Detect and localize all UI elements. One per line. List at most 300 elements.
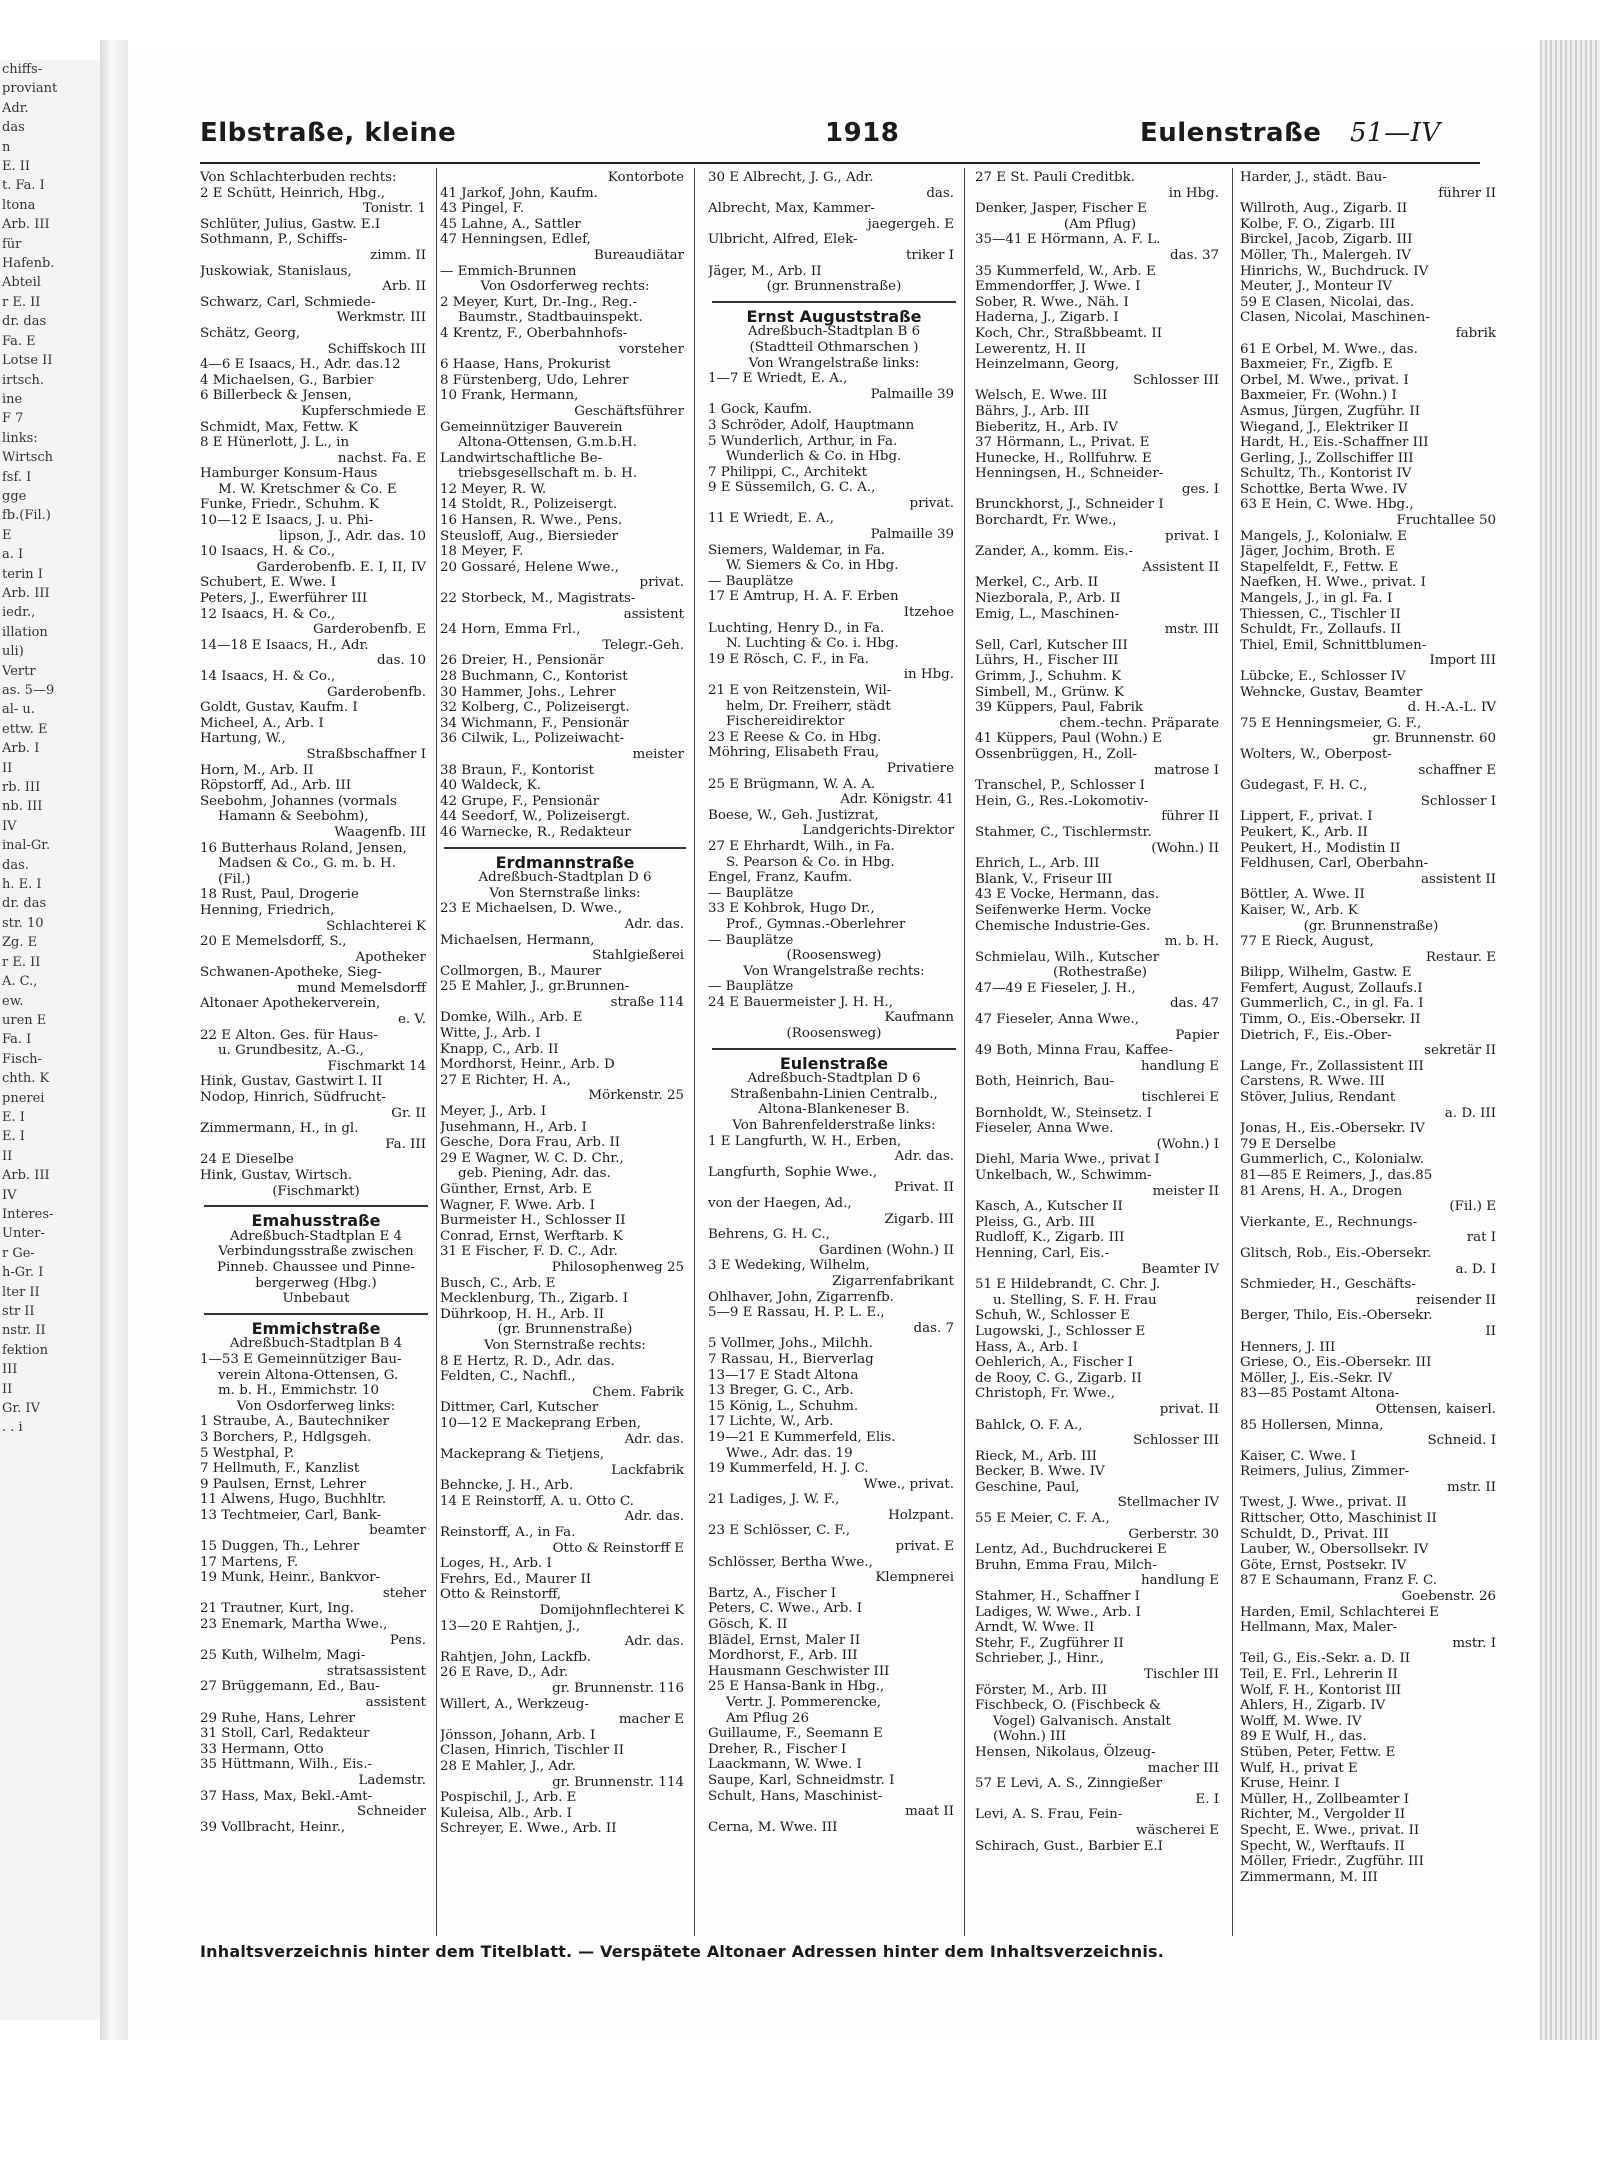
directory-entry-line: Horn, M., Arb. II bbox=[200, 762, 314, 778]
directory-entry-line: Otto & Reinstorff E bbox=[552, 1540, 684, 1556]
directory-entry-line: Fischbeck, O. (Fischbeck & bbox=[975, 1698, 1161, 1714]
facing-page-text: irtsch. bbox=[2, 372, 45, 388]
directory-entry-line: Zimmermann, M. III bbox=[1240, 1869, 1378, 1885]
directory-entry-line: Adreßbuch-Stadtplan E 4 bbox=[229, 1228, 403, 1244]
facing-page-text: Arb. III bbox=[2, 585, 50, 601]
directory-entry-line: Harden, Emil, Schlachterei E bbox=[1240, 1604, 1439, 1620]
directory-entry-line: 19—21 E Kummerfeld, Elis. bbox=[708, 1429, 896, 1445]
facing-page-text: fb.(Fil.) bbox=[2, 508, 51, 524]
directory-entry-line: 23 E Michaelsen, D. Wwe., bbox=[440, 901, 623, 917]
directory-entry-line: beamter bbox=[369, 1523, 426, 1539]
directory-entry-line: Wwe., Adr. das. 19 bbox=[726, 1445, 853, 1461]
directory-entry-line: 75 E Henningsmeier, G. F., bbox=[1240, 715, 1422, 731]
facing-page-text: terin I bbox=[2, 566, 43, 582]
facing-page-text: ine bbox=[2, 391, 23, 407]
directory-entry-line: 63 E Hein, C. Wwe. Hbg., bbox=[1240, 497, 1414, 513]
directory-entry-line: Assistent II bbox=[1142, 559, 1219, 575]
directory-entry-line: Birckel, Jacob, Zigarb. III bbox=[1240, 232, 1413, 248]
directory-entry-line: Schuldt, Fr., Zollaufs. II bbox=[1240, 622, 1402, 638]
directory-entry-line: Saupe, Karl, Schneidmstr. I bbox=[708, 1772, 895, 1788]
directory-entry-line: 17 E Amtrup, H. A. F. Erben bbox=[708, 589, 899, 605]
running-header bbox=[200, 118, 1480, 158]
directory-entry-line: Domijohnflechterei K bbox=[539, 1603, 684, 1619]
directory-entry-line: Kolbe, F. O., Zigarb. III bbox=[1240, 216, 1396, 232]
directory-entry-line: helm, Dr. Freiherr, städt bbox=[726, 698, 891, 714]
directory-entry-line: 2 E Schütt, Heinrich, Hbg., bbox=[200, 185, 386, 201]
directory-entry-line: Wiegand, J., Elektriker II bbox=[1240, 419, 1409, 435]
facing-page-text: Zg. E bbox=[2, 935, 38, 951]
directory-entry-line: Specht, W., Werftaufs. II bbox=[1240, 1838, 1405, 1854]
directory-entry-line: Koch, Chr., Straßbbeamt. II bbox=[975, 325, 1163, 341]
directory-entry-line: führer II bbox=[1438, 185, 1496, 201]
directory-entry-line: das. 7 bbox=[913, 1320, 954, 1336]
facing-page-text: II bbox=[2, 1381, 13, 1397]
directory-entry-line: Behrens, G. H. C., bbox=[708, 1227, 830, 1243]
directory-entry-line: 33 Hermann, Otto bbox=[200, 1741, 324, 1757]
directory-entry-line: 26 E Rave, D., Adr. bbox=[440, 1665, 569, 1681]
directory-entry-line: S. Pearson & Co. in Hbg. bbox=[726, 854, 895, 870]
directory-entry-line: Vierkante, E., Rechnungs- bbox=[1240, 1214, 1418, 1230]
directory-entry-line: — Bauplätze bbox=[708, 573, 794, 589]
directory-entry-line: Restaur. E bbox=[1425, 949, 1496, 965]
directory-entry-line: 43 Pingel, F. bbox=[440, 201, 524, 217]
facing-page-text: Gr. IV bbox=[2, 1401, 40, 1417]
facing-page-text: III bbox=[2, 1362, 18, 1378]
directory-entry-line: Adreßbuch-Stadtplan B 6 bbox=[747, 324, 921, 340]
directory-entry-line: Clasen, Nicolai, Maschinen- bbox=[1240, 310, 1430, 326]
directory-entry-line: Landwirtschaftliche Be- bbox=[440, 450, 603, 466]
directory-entry-line: Telegr.-Geh. bbox=[602, 637, 684, 653]
directory-entry-line: Ahlers, H., Zigarb. IV bbox=[1240, 1698, 1386, 1714]
directory-entry-line: Schlosser I bbox=[1420, 793, 1496, 809]
directory-entry-line: 16 Hansen, R. Wwe., Pens. bbox=[440, 513, 623, 529]
facing-page-text: rb. III bbox=[2, 780, 41, 796]
directory-entry-line: 10 Isaacs, H. & Co., bbox=[200, 544, 336, 560]
directory-entry-line: 13—17 E Stadt Altona bbox=[708, 1367, 859, 1383]
directory-entry-line: Schneider bbox=[356, 1804, 426, 1820]
directory-entry-line: 14 E Reinstorff, A. u. Otto C. bbox=[440, 1493, 634, 1509]
directory-entry-line: 15 Duggen, Th., Lehrer bbox=[200, 1539, 360, 1555]
directory-entry-line: reisender II bbox=[1416, 1292, 1496, 1308]
directory-entry-line: Kupferschmiede E bbox=[301, 403, 426, 419]
directory-entry-line: Günther, Ernst, Arb. E bbox=[440, 1182, 592, 1197]
facing-page-text: h. E. I bbox=[2, 877, 42, 893]
directory-entry-line: 9 Paulsen, Ernst, Lehrer bbox=[200, 1476, 366, 1492]
directory-entry-line: Laackmann, W. Wwe. I bbox=[708, 1757, 862, 1773]
directory-entry-line: Dührkoop, H. H., Arb. II bbox=[440, 1306, 605, 1322]
directory-entry-line: 31 E Fischer, F. D. C., Adr. bbox=[440, 1244, 618, 1260]
directory-entry-line: Garderobenfb. E. I, II, IV bbox=[256, 559, 426, 575]
directory-entry-line: 32 Kolberg, C., Polizeisergt. bbox=[440, 700, 630, 716]
directory-entry-line: 24 E Bauermeister J. H. H., bbox=[708, 994, 894, 1010]
directory-entry-line: Borchardt, Fr. Wwe., bbox=[975, 513, 1117, 529]
directory-entry-line: 11 E Wriedt, E. A., bbox=[708, 511, 835, 527]
directory-entry-line: Knapp, C., Arb. II bbox=[440, 1041, 559, 1057]
directory-entry-line: Peters, J., Ewerführer III bbox=[200, 591, 368, 607]
directory-entry-line: 3 Borchers, P., Hdlgsgeh. bbox=[200, 1429, 372, 1445]
directory-entry-line: Wagner, F. Wwe. Arb. I bbox=[440, 1197, 595, 1213]
directory-entry-line: Adr. das. bbox=[624, 916, 684, 932]
page-number: 51—IV bbox=[1350, 118, 1441, 148]
facing-page-text: Arb. I bbox=[2, 741, 40, 757]
directory-entry-line: 14—18 E Isaacs, H., Adr. bbox=[200, 637, 369, 653]
directory-entry-line: assistent bbox=[365, 1695, 426, 1710]
directory-entry-line: in Hbg. bbox=[1168, 185, 1219, 201]
directory-column-5 bbox=[1240, 170, 1502, 1930]
directory-entry-line: Gummerlich, C., Kolonialw. bbox=[1240, 1152, 1425, 1168]
facing-page-text: Unter- bbox=[2, 1226, 45, 1242]
directory-entry-line: Schultz, Th., Kontorist IV bbox=[1240, 466, 1412, 482]
directory-entry-line: das. 37 bbox=[1170, 247, 1219, 263]
directory-entry-line: Mordhorst, Heinr., Arb. D bbox=[440, 1057, 615, 1073]
directory-entry-line: Ehrich, L., Arb. III bbox=[975, 856, 1100, 872]
directory-entry-line: (Wohn.) I bbox=[1156, 1136, 1219, 1152]
directory-entry-line: 79 E Derselbe bbox=[1240, 1136, 1336, 1152]
directory-entry-line: Carstens, R. Wwe. III bbox=[1240, 1074, 1385, 1090]
directory-entry-line: 22 Storbeck, M., Magistrats- bbox=[440, 591, 636, 607]
directory-entry-line: Sober, R. Wwe., Näh. I bbox=[975, 294, 1129, 310]
directory-entry-line: 19 Kummerfeld, H. J. C. bbox=[708, 1461, 869, 1477]
facing-page-text: Wirtsch bbox=[2, 450, 54, 466]
directory-entry-line: 26 Dreier, H., Pensionär bbox=[440, 653, 604, 669]
directory-entry-line: triebsgesellschaft m. b. H. bbox=[458, 466, 638, 482]
directory-entry-line: 1 Gock, Kaufm. bbox=[708, 402, 813, 418]
directory-entry-line: Bruhn, Emma Frau, Milch- bbox=[975, 1557, 1157, 1573]
directory-entry-line: Peukert, H., Modistin II bbox=[1240, 840, 1401, 856]
directory-entry-line: Lührs, H., Fischer III bbox=[975, 653, 1119, 669]
directory-entry-line: Schlosser III bbox=[1133, 372, 1219, 388]
directory-entry-line: Stahlgießerei bbox=[592, 948, 684, 964]
directory-entry-line: Henning, Carl, Eis.- bbox=[975, 1245, 1109, 1261]
directory-entry-line: Apotheker bbox=[355, 949, 426, 965]
directory-entry-line: 16 Butterhaus Roland, Jensen, bbox=[200, 840, 407, 856]
directory-entry-line: Von Osdorferweg rechts: bbox=[480, 279, 650, 295]
directory-entry-line: Ossenbrüggen, H., Zoll- bbox=[975, 746, 1137, 762]
directory-entry-line: 39 Vollbracht, Heinr., bbox=[200, 1819, 346, 1835]
directory-entry-line: rat I bbox=[1466, 1230, 1496, 1246]
directory-entry-line: Richter, M., Vergolder II bbox=[1240, 1807, 1406, 1823]
directory-entry-line: 1—53 E Gemeinnütziger Bau- bbox=[200, 1351, 402, 1367]
directory-entry-line: Pens. bbox=[389, 1632, 426, 1648]
facing-page-text: Fisch- bbox=[2, 1051, 42, 1067]
directory-entry-line: Von Wrangelstraße rechts: bbox=[743, 963, 925, 979]
section-rule bbox=[712, 301, 956, 303]
column-divider bbox=[964, 168, 965, 1936]
directory-entry-line: Schmidt, Max, Fettw. K bbox=[200, 419, 359, 435]
directory-entry-line: tischlerei E bbox=[1141, 1090, 1219, 1106]
directory-entry-line: Import III bbox=[1429, 653, 1496, 669]
directory-entry-line: Lübcke, E., Schlosser IV bbox=[1240, 669, 1406, 684]
directory-entry-line: Rieck, M., Arb. III bbox=[975, 1448, 1097, 1464]
directory-entry-line: Stapelfeldt, F., Fettw. E bbox=[1240, 559, 1399, 575]
directory-entry-line: Wunderlich & Co. in Hbg. bbox=[726, 449, 902, 465]
directory-entry-line: zimm. II bbox=[370, 247, 426, 263]
directory-entry-line: Lugowski, J., Schlosser E bbox=[975, 1323, 1146, 1339]
facing-page-text: Arb. III bbox=[2, 1168, 50, 1184]
header-year: 1918 bbox=[825, 118, 900, 148]
directory-column-1 bbox=[200, 170, 432, 1930]
facing-page-text: al- u. bbox=[2, 702, 35, 718]
directory-entry-line: Haderna, J., Zigarb. I bbox=[975, 310, 1119, 326]
directory-entry-line: Kuleisa, Alb., Arb. I bbox=[440, 1805, 572, 1821]
directory-entry-line: Mangels, J., in gl. Fa. I bbox=[1240, 591, 1393, 607]
directory-entry-line: Dittmer, Carl, Kutscher bbox=[440, 1400, 599, 1416]
directory-entry-line: 23 E Schlösser, C. F., bbox=[708, 1523, 851, 1539]
directory-entry-line: Adr. das. bbox=[624, 1509, 684, 1525]
directory-entry-line: Bartz, A., Fischer I bbox=[708, 1585, 837, 1601]
directory-entry-line: 4 Krentz, F., Oberbahnhofs- bbox=[440, 325, 628, 341]
directory-entry-line: 13 Techtmeier, Carl, Bank- bbox=[200, 1507, 382, 1523]
directory-entry-line: Fischereidirektor bbox=[726, 714, 845, 730]
directory-entry-line: 9 E Süssemilch, G. C. A., bbox=[708, 480, 876, 496]
directory-entry-line: Röpstorff, Ad., Arb. III bbox=[200, 778, 352, 794]
directory-entry-line: 85 Hollersen, Minna, bbox=[1240, 1417, 1384, 1433]
directory-entry-line: Altonaer Apothekerverein, bbox=[200, 996, 381, 1012]
facing-page-text: E. I bbox=[2, 1129, 25, 1145]
directory-entry-line: Gemeinnütziger Bauverein bbox=[440, 419, 623, 435]
section-rule bbox=[204, 1313, 428, 1315]
directory-entry-line: Juskowiak, Stanislaus, bbox=[200, 263, 352, 279]
directory-entry-line: a. D. III bbox=[1444, 1105, 1496, 1121]
directory-entry-line: mstr. I bbox=[1452, 1635, 1496, 1651]
directory-entry-line: mstr. II bbox=[1447, 1479, 1496, 1495]
directory-entry-line: 30 E Albrecht, J. G., Adr. bbox=[708, 170, 874, 185]
facing-page-text: Abteil bbox=[2, 275, 41, 291]
directory-entry-line: Wolters, W., Oberpost- bbox=[1240, 746, 1392, 762]
directory-entry-line: 39 Küppers, Paul, Fabrik bbox=[975, 700, 1144, 716]
directory-entry-line: 45 Lahne, A., Sattler bbox=[440, 216, 581, 232]
directory-entry-line: Pinneb. Chaussee und Pinne- bbox=[217, 1259, 415, 1275]
directory-entry-line: 25 E Brügmann, W. A. A. bbox=[708, 776, 876, 792]
directory-entry-line: Von Bahrenfelderstraße links: bbox=[732, 1118, 936, 1134]
facing-page-text: Arb. III bbox=[2, 217, 50, 233]
directory-entry-line: 21 Ladiges, J. W. F., bbox=[708, 1492, 840, 1508]
directory-entry-line: M. W. Kretschmer & Co. E bbox=[218, 481, 397, 497]
header-right-street: Eulenstraße bbox=[1140, 118, 1322, 148]
directory-entry-line: Geschine, Paul, bbox=[975, 1479, 1080, 1495]
directory-entry-line: 22 E Alton. Ges. für Haus- bbox=[200, 1027, 378, 1043]
directory-entry-line: steher bbox=[382, 1585, 426, 1601]
directory-entry-line: Stellmacher IV bbox=[1117, 1495, 1219, 1511]
directory-entry-line: Adr. Königstr. 41 bbox=[840, 792, 954, 808]
directory-entry-line: Boese, W., Geh. Justizrat, bbox=[708, 807, 879, 823]
directory-entry-line: Landgerichts-Direktor bbox=[802, 823, 954, 839]
facing-page-text: lter II bbox=[2, 1284, 40, 1300]
directory-entry-line: Fieseler, Anna Wwe. bbox=[975, 1121, 1114, 1137]
directory-entry-line: 21 E von Reitzenstein, Wil- bbox=[708, 683, 892, 698]
directory-entry-line: Berger, Thilo, Eis.-Obersekr. bbox=[1240, 1308, 1433, 1324]
directory-entry-line: Gudegast, F. H. C., bbox=[1240, 778, 1368, 794]
facing-page-text: E bbox=[2, 527, 12, 543]
directory-entry-line: das. 47 bbox=[1170, 996, 1219, 1012]
facing-page-text: Fa. E bbox=[2, 333, 36, 349]
directory-entry-line: Heinzelmann, Georg, bbox=[975, 357, 1120, 373]
directory-entry-line: Zigarb. III bbox=[884, 1211, 954, 1227]
directory-entry-line: Ohlhaver, John, Zigarrenfb. bbox=[708, 1289, 894, 1305]
directory-entry-line: triker I bbox=[905, 247, 954, 263]
directory-entry-line: Burmeister H., Schlosser II bbox=[440, 1213, 626, 1229]
directory-entry-line: Asmus, Jürgen, Zugführ. II bbox=[1240, 403, 1421, 419]
directory-entry-line: privat. II bbox=[1159, 1401, 1219, 1417]
facing-page-text: II bbox=[2, 1148, 13, 1164]
facing-page-text: proviant bbox=[2, 81, 58, 97]
directory-entry-line: Stehr, F., Zugführer II bbox=[975, 1635, 1124, 1651]
directory-entry-line: Nodop, Hinrich, Südfrucht- bbox=[200, 1090, 386, 1106]
directory-entry-line: Jäger, Jochim, Broth. E bbox=[1240, 544, 1395, 560]
directory-entry-line: ges. I bbox=[1181, 481, 1219, 497]
directory-entry-line: Conrad, Ernst, Werftarb. K bbox=[440, 1228, 623, 1244]
directory-entry-line: e. V. bbox=[397, 1012, 426, 1028]
directory-entry-line: Willroth, Aug., Zigarb. II bbox=[1240, 201, 1408, 217]
directory-entry-line: Bornholdt, W., Steinsetz. I bbox=[975, 1105, 1152, 1121]
directory-entry-line: 57 E Levi, A. S., Zinngießer bbox=[975, 1776, 1163, 1792]
directory-entry-line: Papier bbox=[1175, 1027, 1219, 1043]
facing-page-text: Adr. bbox=[2, 100, 29, 116]
directory-entry-line: Henning, Friedrich, bbox=[200, 902, 335, 918]
directory-entry-line: Lentz, Ad., Buchdruckerei E bbox=[975, 1542, 1167, 1558]
facing-page-text: str. 10 bbox=[2, 915, 44, 931]
directory-entry-line: 59 E Clasen, Nicolai, das. bbox=[1240, 294, 1415, 310]
directory-entry-line: Jusehmann, H., Arb. I bbox=[440, 1119, 587, 1135]
directory-entry-line: Meuter, J., Monteur IV bbox=[1240, 279, 1393, 295]
directory-entry-line: Thiessen, C., Tischler II bbox=[1240, 606, 1401, 622]
page-edges bbox=[1540, 40, 1600, 2040]
directory-entry-line: stratsassistent bbox=[326, 1663, 426, 1679]
directory-entry-line: 7 Rassau, H., Bierverlag bbox=[708, 1351, 874, 1367]
directory-entry-line: privat. E bbox=[895, 1539, 954, 1555]
directory-entry-line: handlung E bbox=[1141, 1573, 1219, 1589]
facing-page-text: t. Fa. I bbox=[2, 178, 45, 194]
directory-entry-line: das. bbox=[926, 185, 954, 201]
facing-page-text: das. bbox=[2, 857, 29, 873]
directory-entry-line: Gr. II bbox=[391, 1105, 426, 1121]
directory-entry-line: Lippert, F., privat. I bbox=[1240, 809, 1373, 825]
section-rule bbox=[444, 847, 686, 849]
facing-page-text: E. I bbox=[2, 1109, 25, 1125]
header-left-street: Elbstraße, kleine bbox=[200, 118, 457, 148]
directory-entry-line: Dietrich, F., Eis.-Ober- bbox=[1240, 1027, 1392, 1043]
facing-page-text: r E. II bbox=[2, 294, 41, 310]
directory-entry-line: Domke, Wilh., Arb. E bbox=[440, 1010, 583, 1026]
directory-entry-line: 27 E Richter, H. A., bbox=[440, 1072, 571, 1088]
directory-entry-line: 13—20 E Rahtjen, J., bbox=[440, 1618, 581, 1634]
directory-entry-line: Klempnerei bbox=[875, 1570, 954, 1586]
directory-entry-line: Schwanen-Apotheke, Sieg- bbox=[200, 965, 382, 981]
directory-entry-line: Timm, O., Eis.-Obersekr. II bbox=[1240, 1012, 1421, 1028]
directory-entry-line: Jonas, H., Eis.-Obersekr. IV bbox=[1240, 1121, 1425, 1137]
directory-entry-line: Schmielau, Wilh., Kutscher bbox=[975, 949, 1160, 965]
directory-entry-line: Ottensen, kaiserl. bbox=[1375, 1401, 1496, 1417]
directory-entry-line: schaffner E bbox=[1418, 762, 1496, 778]
directory-entry-line: Schwarz, Carl, Schmiede- bbox=[200, 294, 376, 310]
directory-entry-line: Transchel, P., Schlosser I bbox=[975, 778, 1145, 794]
facing-page-text: fsf. I bbox=[2, 469, 32, 485]
directory-entry-line: macher E bbox=[618, 1712, 684, 1728]
directory-entry-line: Baxmeier, Fr. (Wohn.) I bbox=[1240, 388, 1397, 404]
directory-entry-line: mund Memelsdorff bbox=[297, 980, 426, 996]
directory-entry-line: Michaelsen, Hermann, bbox=[440, 932, 595, 948]
facing-page-text: r Ge- bbox=[2, 1245, 35, 1261]
directory-entry-line: II bbox=[1485, 1323, 1496, 1339]
directory-entry-line: Hamann & Seebohm), bbox=[218, 809, 369, 825]
directory-entry-line: Arndt, W. Wwe. II bbox=[975, 1620, 1095, 1636]
directory-entry-line: 23 E Reese & Co. in Hbg. bbox=[708, 729, 882, 745]
directory-entry-line: privat. bbox=[639, 575, 684, 591]
directory-entry-line: Goldt, Gustav, Kaufm. I bbox=[200, 700, 358, 716]
directory-entry-line: Gesche, Dora Frau, Arb. II bbox=[440, 1135, 621, 1151]
directory-entry-line: Rittscher, Otto, Maschinist II bbox=[1240, 1511, 1437, 1527]
directory-entry-line: Möller, Th., Malergeh. IV bbox=[1240, 247, 1411, 263]
directory-entry-line: 1 E Langfurth, W. H., Erben, bbox=[708, 1133, 902, 1149]
directory-entry-line: 37 Hörmann, L., Privat. E bbox=[975, 435, 1150, 451]
facing-page-text: ettw. E bbox=[2, 721, 48, 737]
directory-entry-line: das. 10 bbox=[377, 653, 426, 669]
directory-entry-line: (Stadtteil Othmarschen ) bbox=[749, 339, 919, 355]
directory-entry-line: Specht, E. Wwe., privat. II bbox=[1240, 1822, 1420, 1838]
directory-entry-line: 83—85 Postamt Altona- bbox=[1240, 1386, 1400, 1402]
directory-entry-line: Gardinen (Wohn.) II bbox=[818, 1242, 954, 1258]
facing-page-text: str II bbox=[2, 1304, 35, 1319]
directory-entry-line: Förster, M., Arb. III bbox=[975, 1682, 1108, 1698]
facing-page-text: ew. bbox=[2, 993, 24, 1009]
directory-entry-line: Fischmarkt 14 bbox=[327, 1058, 426, 1074]
directory-entry-line: 18 Rust, Paul, Drogerie bbox=[200, 887, 359, 903]
directory-entry-line: d. H.-A.-L. IV bbox=[1407, 700, 1496, 716]
directory-entry-line: 25 Kuth, Wilhelm, Magi- bbox=[200, 1648, 366, 1664]
directory-entry-line: Fa. III bbox=[385, 1136, 426, 1152]
directory-entry-line: Fruchtallee 50 bbox=[1396, 513, 1496, 529]
directory-entry-line: E. I bbox=[1195, 1791, 1219, 1807]
directory-entry-line: 5—9 E Rassau, H. P. L. E., bbox=[708, 1305, 885, 1321]
directory-entry-line: Siemers, Waldemar, in Fa. bbox=[708, 542, 886, 558]
directory-entry-line: 47 Fieseler, Anna Wwe., bbox=[975, 1012, 1140, 1028]
directory-entry-line: Witte, J., Arb. I bbox=[440, 1026, 541, 1042]
directory-entry-line: maat II bbox=[905, 1804, 954, 1820]
directory-entry-line: 24 Horn, Emma Frl., bbox=[440, 622, 581, 638]
directory-entry-line: Schlosser III bbox=[1133, 1433, 1219, 1449]
directory-entry-line: Möller, Friedr., Zugführ. III bbox=[1240, 1854, 1424, 1870]
directory-entry-line: Goebenstr. 26 bbox=[1401, 1589, 1496, 1605]
directory-entry-line: Lackfabrik bbox=[611, 1462, 684, 1478]
directory-entry-line: 8 E Hertz, R. D., Adr. das. bbox=[440, 1353, 615, 1369]
directory-entry-line: — Bauplätze bbox=[708, 979, 794, 995]
directory-entry-line: 20 Gossaré, Helene Wwe., bbox=[440, 559, 619, 575]
directory-entry-line: 41 Jarkof, John, Kaufm. bbox=[440, 185, 598, 201]
facing-page-text: II bbox=[2, 760, 13, 776]
directory-entry-line: Bährs, J., Arb. III bbox=[975, 403, 1090, 419]
directory-entry-line: 7 Philippi, C., Architekt bbox=[708, 464, 868, 480]
directory-entry-line: Levi, A. S. Frau, Fein- bbox=[975, 1807, 1123, 1823]
facing-page-text: fektion bbox=[2, 1342, 48, 1358]
directory-entry-line: Becker, B. Wwe. IV bbox=[975, 1464, 1105, 1480]
directory-entry-line: 35 Hüttmann, Wilh., Eis.- bbox=[200, 1757, 372, 1773]
directory-entry-line: gr. Brunnenstr. 60 bbox=[1372, 731, 1496, 747]
street-heading: Erdmannstraße bbox=[495, 852, 635, 872]
facing-page-text: iedr., bbox=[2, 605, 36, 621]
directory-entry-line: Tonistr. 1 bbox=[362, 201, 426, 217]
directory-entry-line: Hein, G., Res.-Lokomotiv- bbox=[975, 793, 1149, 809]
directory-entry-line: Adreßbuch-Stadtplan D 6 bbox=[478, 870, 652, 886]
directory-entry-line: Kaufmann bbox=[884, 1010, 954, 1026]
directory-entry-line: Mangels, J., Kolonialw. E bbox=[1240, 528, 1407, 544]
directory-entry-line: verein Altona-Ottensen, G. bbox=[218, 1367, 399, 1383]
directory-entry-line: Müller, H., Zollbeamter I bbox=[1240, 1791, 1410, 1807]
facing-page-text: das bbox=[2, 120, 25, 136]
directory-entry-line: Steusloff, Aug., Biersieder bbox=[440, 528, 618, 544]
directory-entry-line: W. Siemers & Co. in Hbg. bbox=[726, 558, 899, 574]
directory-entry-line: Altona-Blankeneser B. bbox=[758, 1102, 910, 1118]
directory-entry-line: Willert, A., Werkzeug- bbox=[440, 1696, 589, 1712]
